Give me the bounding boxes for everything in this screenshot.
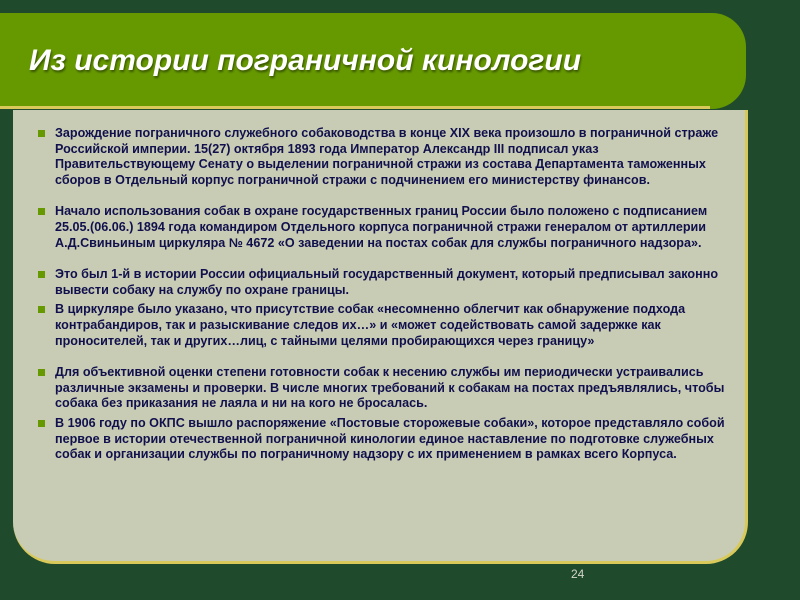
bullet-text: В циркуляре было указано, что присутствие собак «несомненно облегчит как обнаружение подхода контрабандиров, так и разыскивание следов их…» и «может содействовать самой задержке как проносителей, так и других…лиц, с тайными целями пробирающихся через границу» bbox=[55, 302, 686, 348]
square-bullet-icon bbox=[38, 208, 45, 215]
title-divider-line bbox=[0, 106, 710, 109]
square-bullet-icon bbox=[38, 271, 45, 278]
bullet-list bbox=[38, 126, 730, 463]
bullet-text: Зарождение пограничного служебного собаководства в конце XIX века произошло в пограничной страже Российской империи. 15(27) октября 1893 года Император Александр III подписал указ Правительствующему Сенату о выделении пограничной стражи из состава Департамента таможенных сборов в Отдельный корпус пограничной стражи с подчинением его министерству финансов. bbox=[55, 126, 719, 187]
bullet-item bbox=[38, 267, 730, 298]
square-bullet-icon bbox=[38, 420, 45, 427]
bullet-item bbox=[38, 204, 730, 251]
square-bullet-icon bbox=[38, 306, 45, 313]
bullet-item bbox=[38, 126, 730, 188]
square-bullet-icon bbox=[38, 130, 45, 137]
bullet-text: Для объективной оценки степени готовности собак к несению службы им периодически устраивались различные экзамены и проверки. В числе многих требований к собакам на постах предъявлялись, чтобы собака без приказания не лаяла и ни на кого не бросалась. bbox=[55, 365, 725, 411]
bullet-item bbox=[38, 416, 730, 463]
bullet-text: В 1906 году по ОКПС вышло распоряжение «Постовые сторожевые собаки», которое представляло собой первое в истории отечественной пограничной кинологии единое наставление по подготовке служебных собак и организации службы по пограничному надзору с их применением в рамках всего Корпуса. bbox=[55, 415, 725, 462]
bullet-text: Это был 1-й в истории России официальный государственный документ, который предписывал законно вывести собаку на службу по охране границы. bbox=[55, 267, 719, 297]
bullet-item bbox=[38, 302, 730, 349]
bullet-text: Начало использования собак в охране государственных границ России было положено с подписанием 25.05.(06.06.) 1894 года командиром Отдельного корпуса пограничной стражи генералом от артиллерии А.Д.Свиньиным циркуляра № 4672 «О заведении на постах собак для службы пограничного надзора». bbox=[55, 204, 708, 250]
bullet-item bbox=[38, 365, 730, 412]
square-bullet-icon bbox=[38, 369, 45, 376]
slide-title: Из истории пограничной кинологии bbox=[29, 44, 582, 77]
page-number: 24 bbox=[571, 567, 585, 581]
